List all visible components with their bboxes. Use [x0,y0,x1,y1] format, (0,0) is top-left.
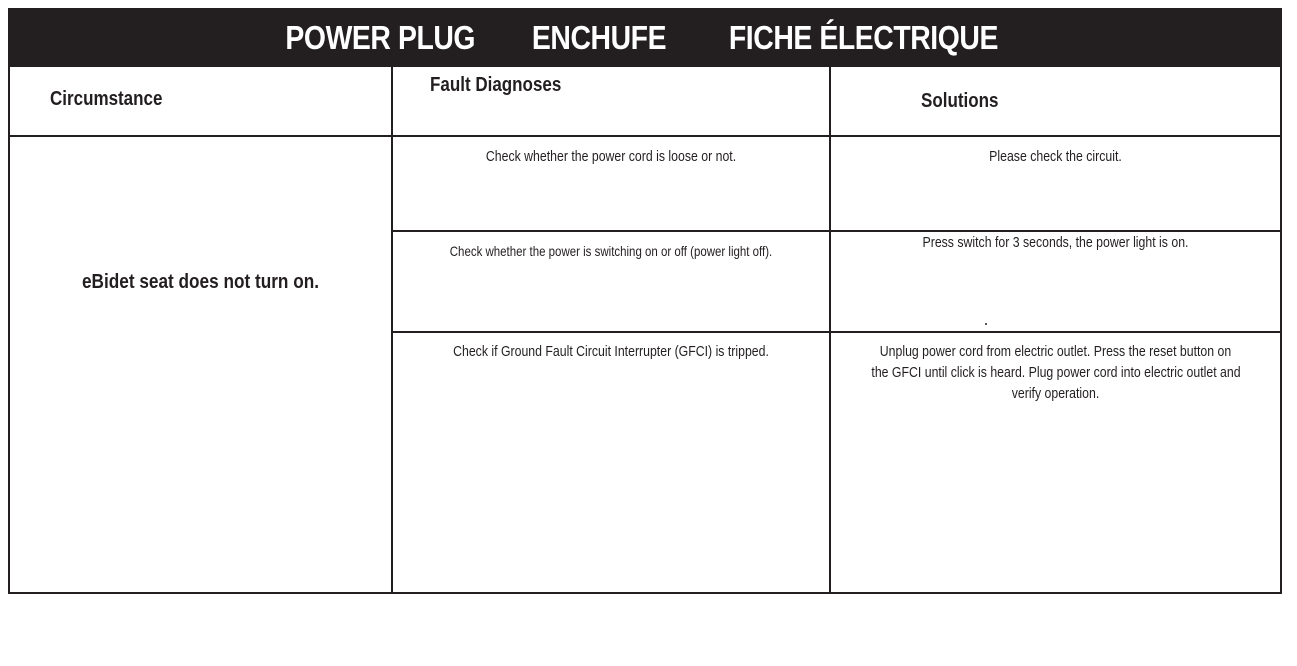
troubleshooting-table [8,8,1282,594]
circumstance-cell: eBidet seat does not turn on. [81,271,319,293]
column-header-solutions: Solutions [921,90,999,112]
title-french: FICHE ÉLECTRIQUE [728,18,998,56]
column-header-circumstance: Circumstance [50,88,163,110]
title-spanish: ENCHUFE [531,18,666,56]
table-header-bar [8,8,1282,67]
solution-row-3-line-3: verify operation. [1011,385,1100,402]
stray-dot [985,323,987,325]
solution-row-3-line-2: the GFCI until click is heard. Plug power cord into electric outlet and [871,364,1241,381]
title-english: POWER PLUG [285,18,476,56]
border-bottom [8,592,1282,594]
row-divider-1 [391,230,1282,232]
row-divider-2 [391,331,1282,333]
fault-row-3: Check if Ground Fault Circuit Interrupter (GFCI) is tripped. [453,343,769,360]
fault-row-2: Check whether the power is switching on or off (power light off). [449,243,773,259]
fault-row-1: Check whether the power cord is loose or not. [485,148,737,165]
solution-row-1: Please check the circuit. [989,148,1122,165]
header-row-divider [8,135,1282,137]
solution-row-3-line-1: Unplug power cord from electric outlet. Press the reset button on [879,343,1232,360]
border-left [8,67,10,594]
column-header-fault-diagnoses: Fault Diagnoses [430,74,562,96]
solution-row-2: Press switch for 3 seconds, the power light is on. [922,234,1189,251]
